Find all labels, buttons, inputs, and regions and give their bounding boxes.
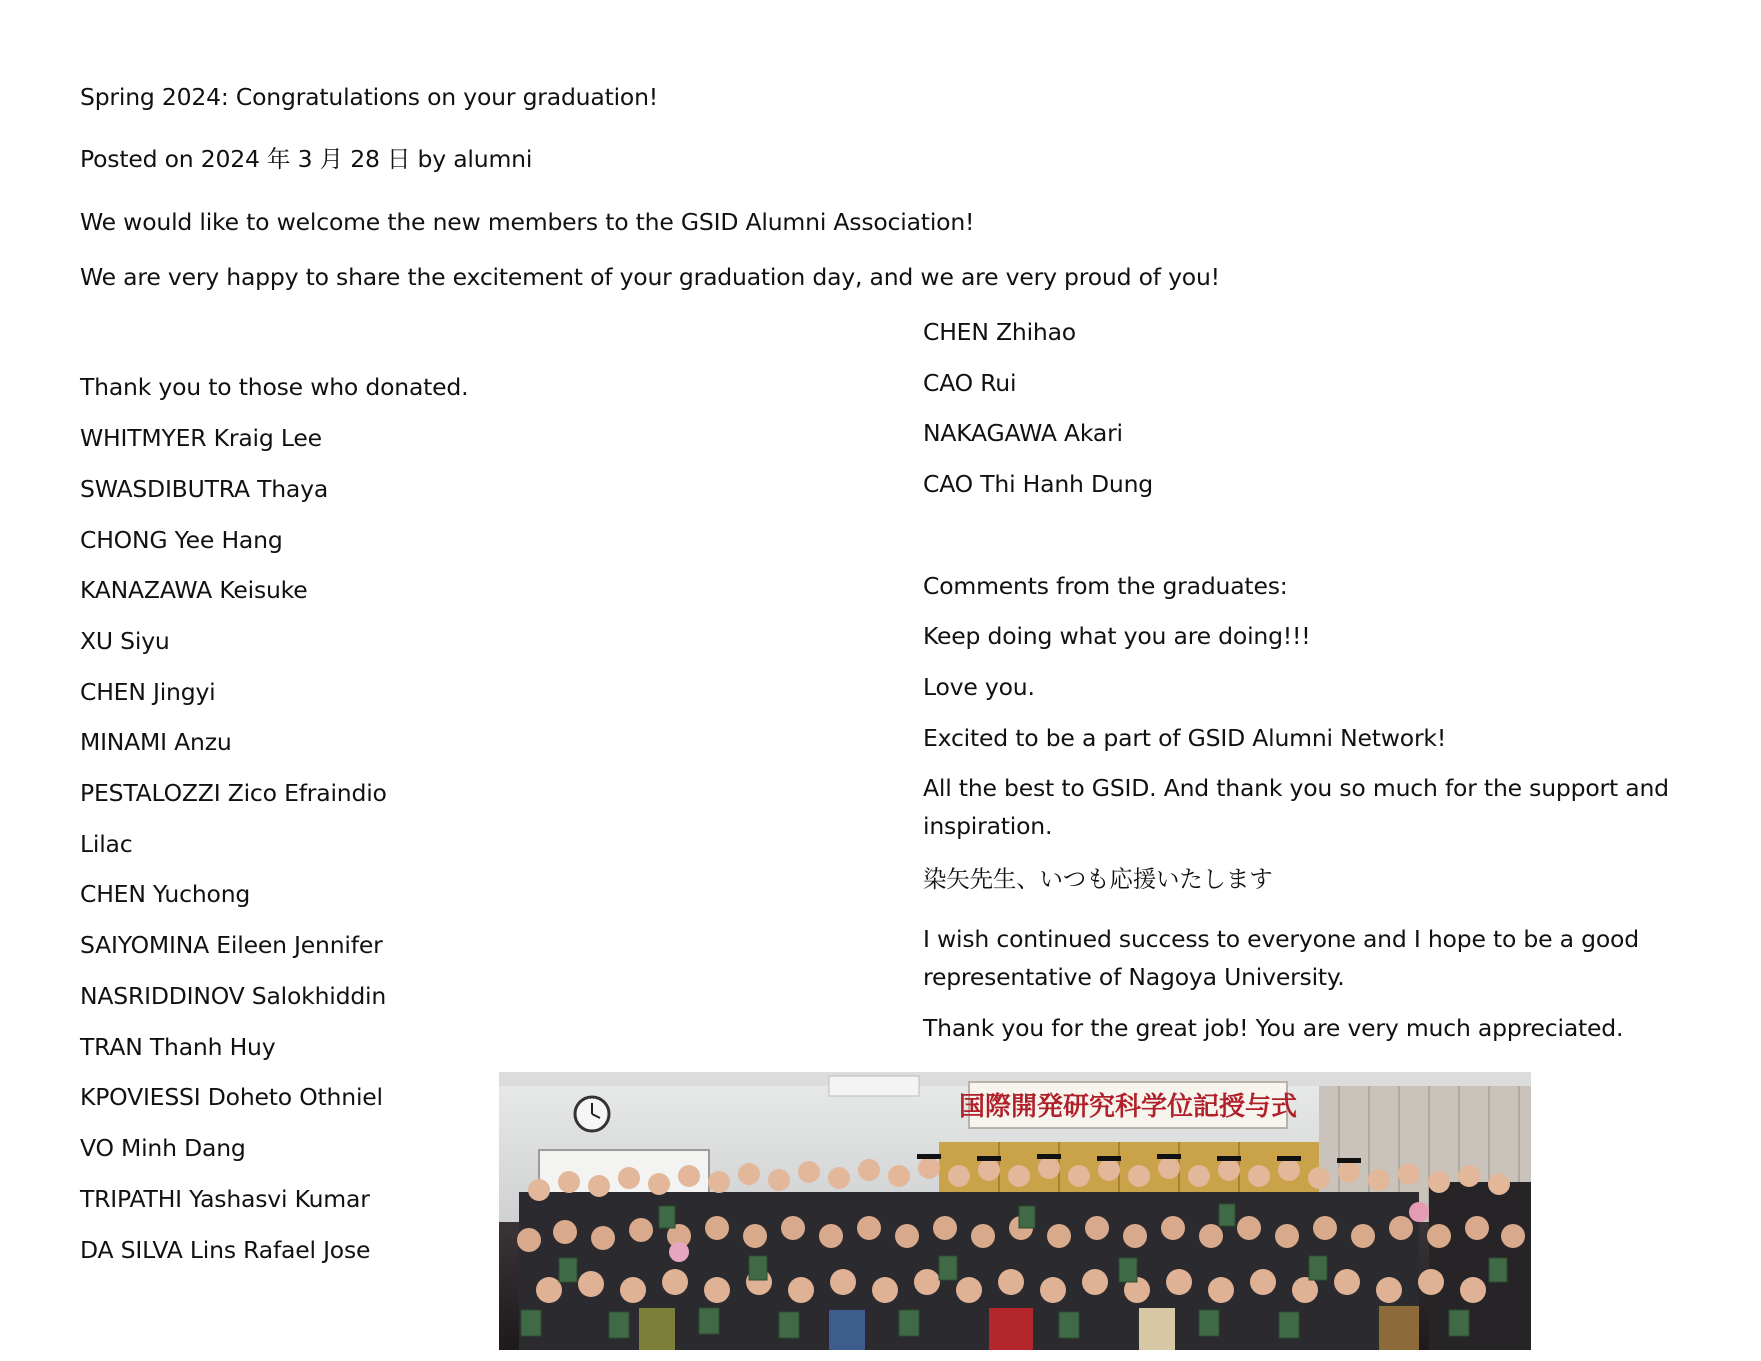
donor-name: TRAN Thanh Huy [80,1033,276,1061]
donor-name: CHEN Yuchong [80,880,251,908]
donor-name: SWASDIBUTRA Thaya [80,475,329,503]
donor-name: DA SILVA Lins Rafael Jose [80,1236,371,1264]
donor-name: CHEN Zhihao [923,318,1076,346]
intro-text-2: We are very happy to share the excitement of your graduation day, and we are very proud of you! [80,263,1220,291]
donor-name: CAO Thi Hanh Dung [923,470,1154,498]
graduation-group-photo [499,1072,1531,1350]
donor-name: KPOVIESSI Doheto Othniel [80,1083,383,1111]
donors-heading: Thank you to those who donated. [80,373,469,401]
donor-name: XU Siyu [80,627,170,655]
comment-item: All the best to GSID. And thank you so much for the support and inspiration. [923,774,1669,840]
donor-name: NAKAGAWA Akari [923,419,1123,447]
comment-item: I wish continued success to everyone and I hope to be a good representative of Nagoya University. [923,925,1639,991]
donor-name: CAO Rui [923,369,1017,397]
donor-name: WHITMYER Kraig Lee [80,424,322,452]
comment-item: Love you. [923,673,1035,701]
intro-text-1: We would like to welcome the new members to the GSID Alumni Association! [80,208,975,236]
comment-item: Thank you for the great job! You are very much appreciated. [923,1014,1624,1042]
comment-item: Excited to be a part of GSID Alumni Network! [923,724,1447,752]
post-meta: Posted on 2024 年 3 月 28 日 by alumni [80,145,533,173]
comments-heading: Comments from the graduates: [923,572,1288,600]
donor-name: TRIPATHI Yashasvi Kumar [80,1185,370,1213]
donor-name: VO Minh Dang [80,1134,246,1162]
comment-item: Keep doing what you are doing!!! [923,622,1311,650]
donor-name: MINAMI Anzu [80,728,232,756]
donor-name: CHONG Yee Hang [80,526,283,554]
ceremony-banner-text: 国際開発研究科学位記授与式 [958,1092,1298,1122]
post-title: Spring 2024: Congratulations on your graduation! [80,83,659,111]
donor-name: NASRIDDINOV Salokhiddin [80,982,387,1010]
donor-name: Lilac [80,830,133,858]
donor-name: SAIYOMINA Eileen Jennifer [80,931,383,959]
comment-item: 染矢先生、いつも応援いたします [923,865,1273,893]
donor-name: KANAZAWA Keisuke [80,576,308,604]
donor-name: CHEN Jingyi [80,678,216,706]
donor-name: PESTALOZZI Zico Efraindio [80,779,387,807]
